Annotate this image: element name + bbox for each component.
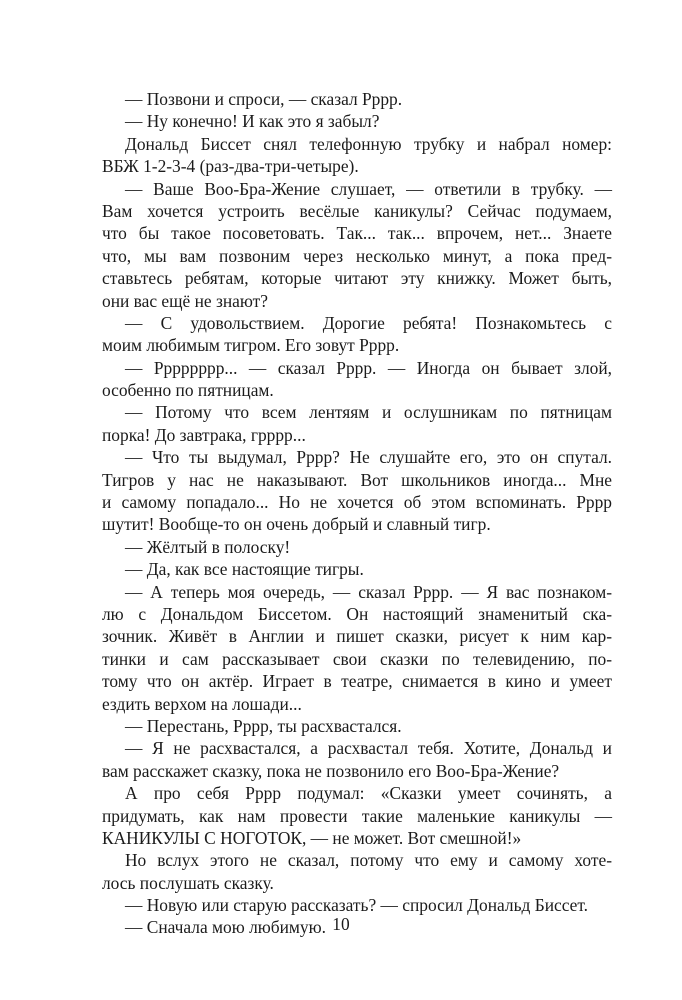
text-line: ездить верхом на лошади... xyxy=(102,693,302,714)
text-line: порка! До завтрака, грррр... xyxy=(102,424,306,445)
text-line: особенно по пятницам. xyxy=(102,380,274,401)
text-line: — Перестань, Рррр, ты расхвастался. xyxy=(125,715,402,736)
text-line: шутит! Вообще-то он очень добрый и славный тигр. xyxy=(102,514,491,535)
text-line: — С удовольствием. Дорогие ребята! Познакомьтесь с xyxy=(125,312,612,333)
text-line: Тигров у нас не наказывают. Вот школьников иногда... Мне xyxy=(102,469,612,490)
text-line: — Новую или старую рассказать? — спросил Дональд Биссет. xyxy=(125,895,589,916)
text-line: ВБЖ 1-2-3-4 (раз-два-три-четыре). xyxy=(102,156,359,177)
text-line: что бы такое посоветовать. Так... так... впрочем, нет... Знаете xyxy=(102,223,612,244)
text-line: что, мы вам позвоним через несколько минут, а пока пред- xyxy=(102,245,612,266)
text-line: — Потому что всем лентяям и ослушникам по пятницам xyxy=(125,402,612,423)
text-line: — Ну конечно! И как это я забыл? xyxy=(125,111,380,132)
text-line: ставьтесь ребятам, которые читают эту книжку. Может быть, xyxy=(102,268,612,289)
text-line: зочник. Живёт в Англии и пишет сказки, рисует к ним кар- xyxy=(102,626,612,647)
text-line: А про себя Рррр подумал: «Сказки умеет сочинять, а xyxy=(125,783,612,804)
text-line: лось послушать сказку. xyxy=(102,872,274,893)
text-line: Вам хочется устроить весёлые каникулы? Сейчас подумаем, xyxy=(102,200,612,221)
text-line: придумать, как нам провести такие маленькие каникулы — xyxy=(102,805,612,826)
body-text xyxy=(102,88,612,939)
text-line: — А теперь моя очередь, — сказал Рррр. — Я вас познаком- xyxy=(125,581,612,602)
text-line: — Да, как все настоящие тигры. xyxy=(125,559,364,580)
text-line: — Что ты выдумал, Рррр? Не слушайте его, это он спутал. xyxy=(125,447,612,468)
page-number: 10 xyxy=(332,914,350,934)
text-line: — Я не расхвастался, а расхвастал тебя. Хотите, Дональд и xyxy=(125,738,612,759)
text-line: — Рррррррр... — сказал Рррр. — Иногда он бывает злой, xyxy=(125,357,612,378)
text-line: — Жёлтый в полоску! xyxy=(125,536,291,557)
text-line: — Сначала мою любимую. xyxy=(125,917,326,938)
text-line: Дональд Биссет снял телефонную трубку и набрал номер: xyxy=(125,133,612,154)
text-line: КАНИКУЛЫ С НОГОТОК, — не может. Вот смешной!» xyxy=(102,827,522,848)
text-line: тинки и сам рассказывает свои сказки по телевидению, по- xyxy=(102,648,612,669)
text-line: они вас ещё не знают? xyxy=(102,290,268,311)
text-line: — Позвони и спроси, — сказал Рррр. xyxy=(125,89,403,109)
text-line: лю с Дональдом Биссетом. Он настоящий знаменитый ска- xyxy=(102,603,612,624)
text-line: — Ваше Воо-Бра-Жение слушает, — ответили в трубку. — xyxy=(125,178,612,199)
text-line: тому что он актёр. Играет в театре, снимается в кино и умеет xyxy=(102,671,612,692)
text-line: моим любимым тигром. Его зовут Рррр. xyxy=(102,335,400,356)
text-line: вам расскажет сказку, пока не позвонило его Воо-Бра-Жение? xyxy=(102,760,560,781)
text-line: и самому попадало... Но не хочется об этом вспоминать. Рррр xyxy=(102,492,612,513)
text-line: Но вслух этого не сказал, потому что ему и самому хоте- xyxy=(125,850,612,871)
